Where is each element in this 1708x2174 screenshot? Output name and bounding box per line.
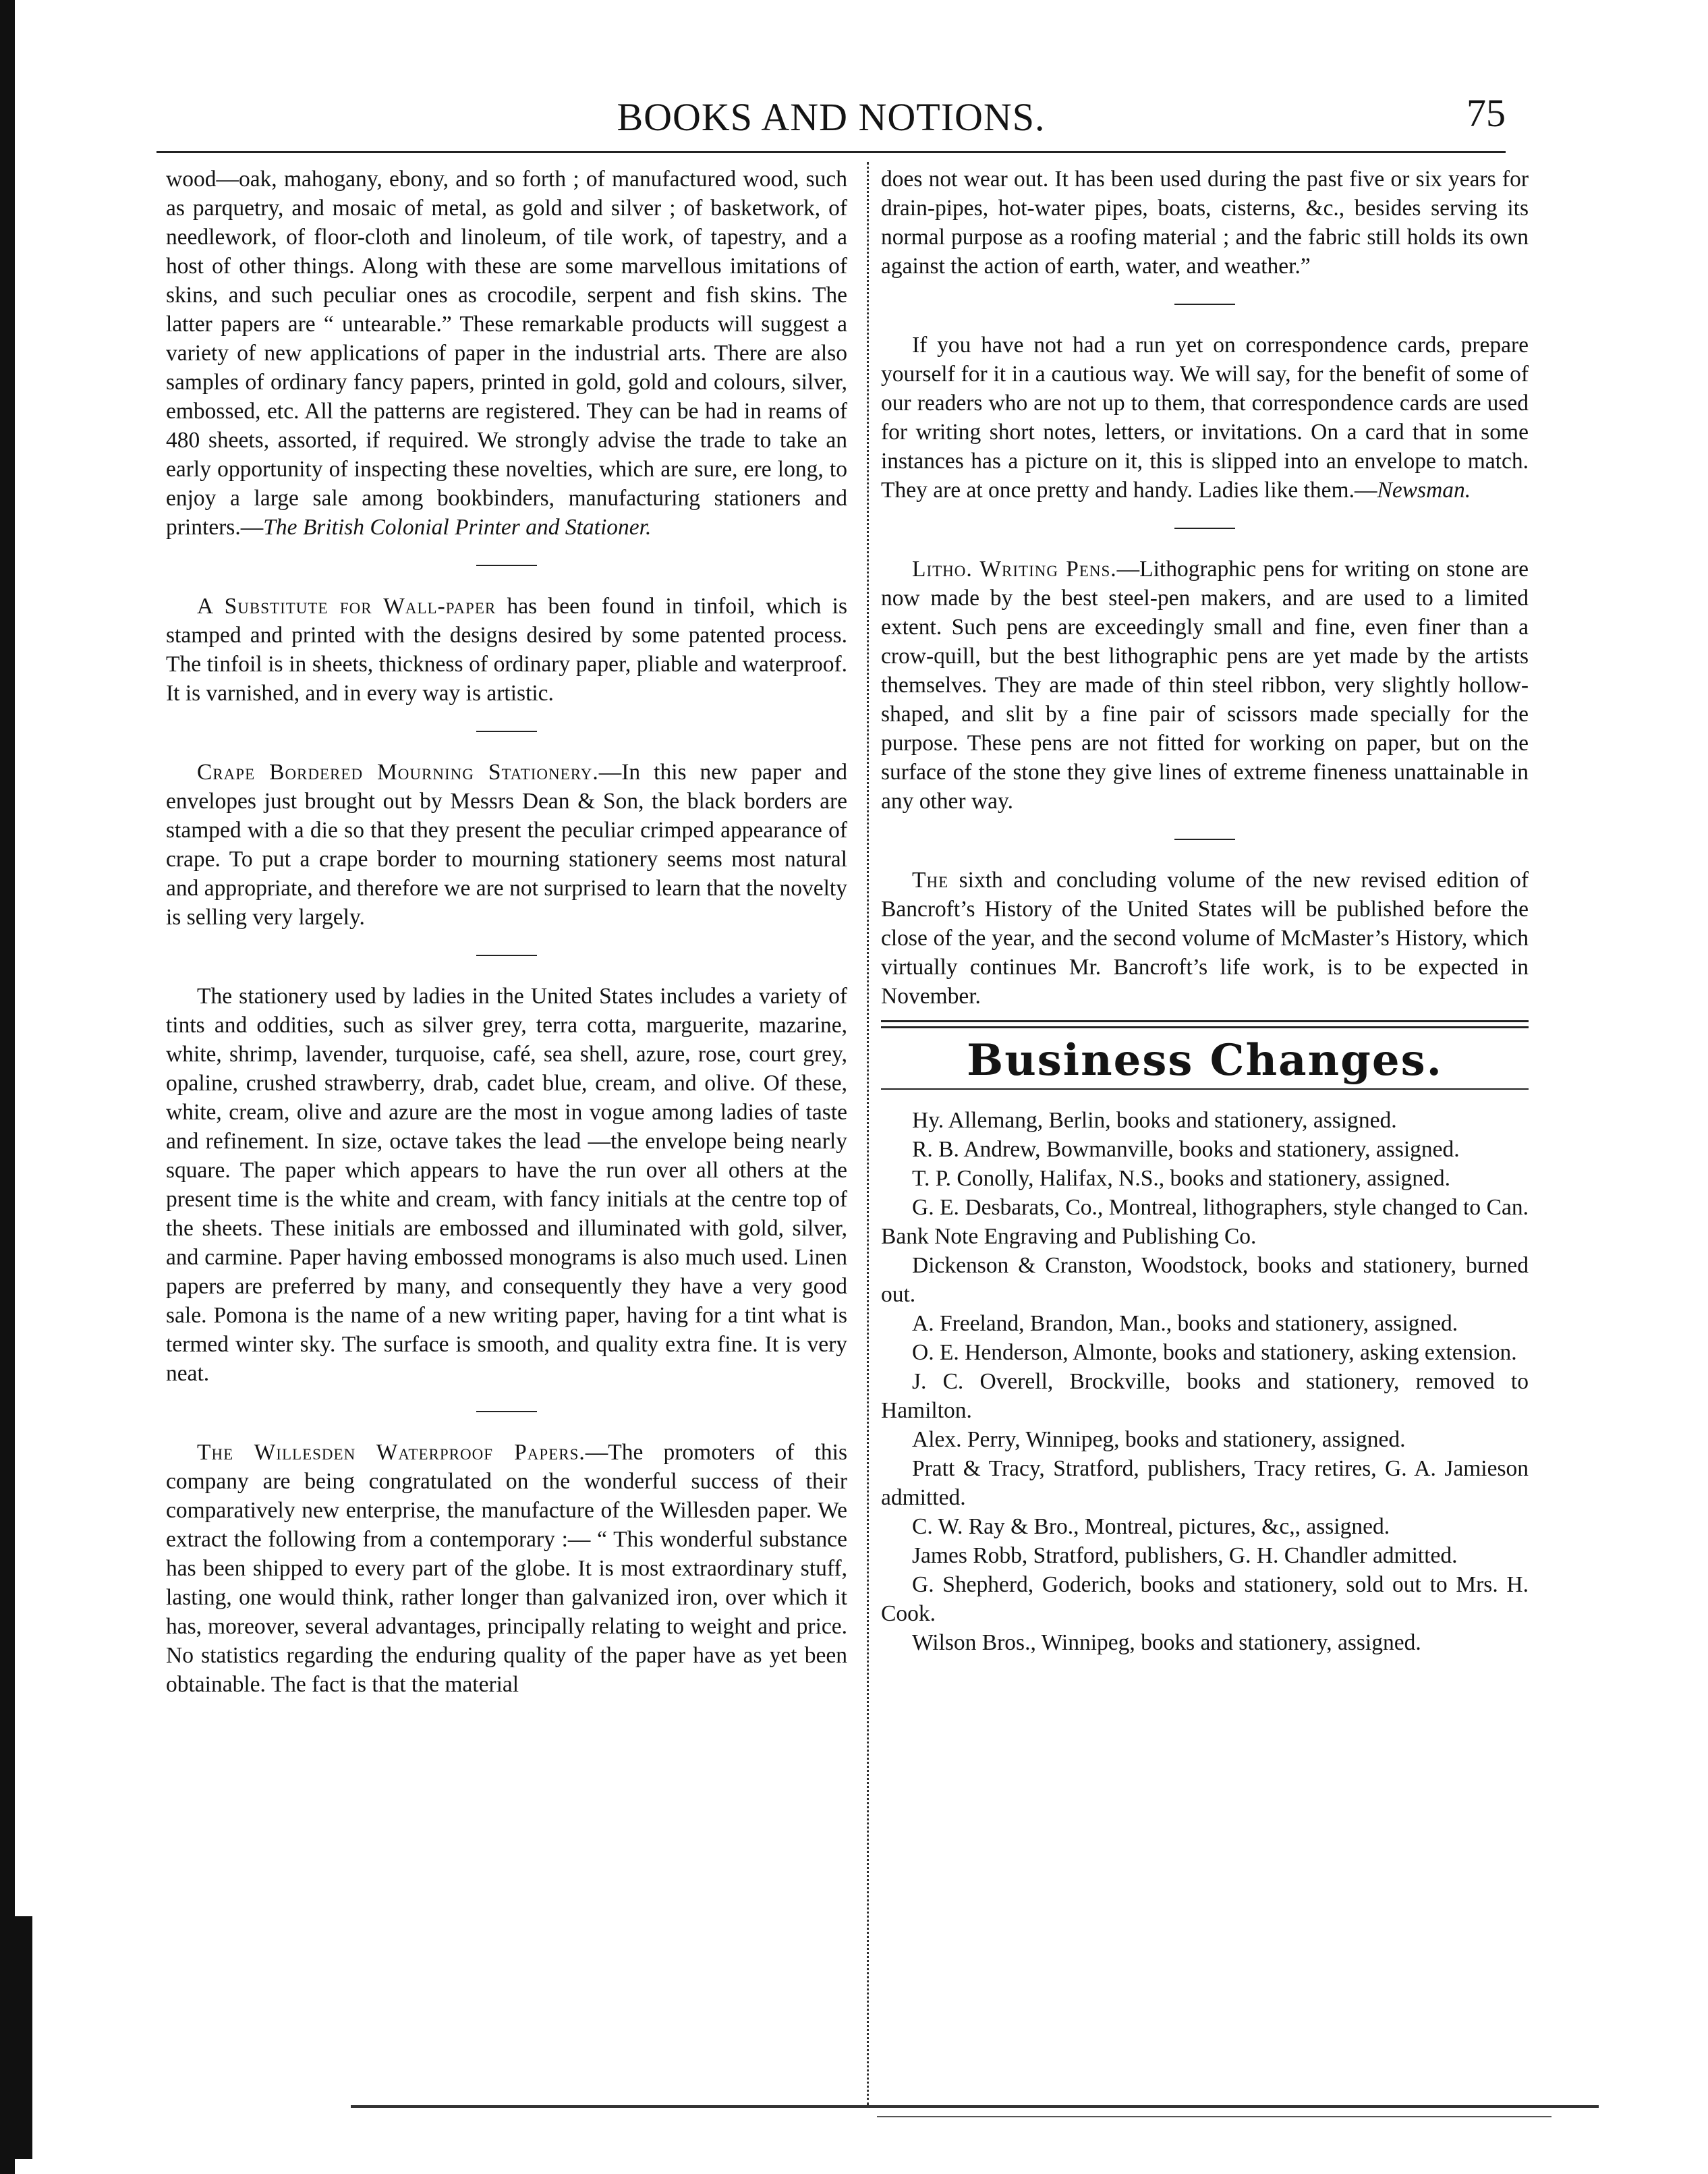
business-change-entry: James Robb, Stratford, publishers, G. H. Chandler admitted.	[912, 1543, 1458, 1568]
article-litho-pens	[881, 555, 1529, 816]
running-title: BOOKS AND NOTIONS.	[617, 95, 1046, 139]
article-lead: Litho. Writing Pens.	[912, 557, 1117, 582]
business-change-entry: Dickenson & Cranston, Woodstock, books and stationery, burned out.	[881, 1253, 1529, 1307]
article-ladies-stationery	[166, 982, 847, 1388]
separator	[1174, 839, 1235, 840]
business-change-entry: Hy. Allemang, Berlin, books and stationery, assigned.	[912, 1108, 1397, 1133]
article-text: sixth and concluding volume of the new revised edition of Bancroft’s History of the United States will be published before the close of the year, and the second volume of McMaster’s History, which virtually continues Mr. Bancroft’s life work, is to be expected in November.	[881, 868, 1529, 1009]
article-lead: The	[912, 868, 949, 893]
article-text: —Lithographic pens for writing on stone are now made by the best steel-pen makers, and are used to a limited extent. Such pens are exceedingly small and fine, even finer than a crow-quill, but the best lithographic pens are yet made by the artists themselves. They are made of thin steel ribbon, very slightly hollow-shaped, and slit by a fine pair of scissors made specially for the purpose. These pens are not fitted for working on paper, but on the surface of the stone they give lines of extreme fineness unattainable in any other way.	[881, 557, 1529, 814]
page-number: 75	[1467, 91, 1506, 135]
footer-rule-secondary	[877, 2116, 1552, 2117]
article-source: The British Colonial Printer and Stationer.	[263, 515, 652, 540]
article-bancroft-history	[881, 866, 1529, 1011]
business-change-entry: J. C. Overell, Brockville, books and stationery, removed to Hamilton.	[881, 1369, 1529, 1423]
business-change-entry: Alex. Perry, Winnipeg, books and stationery, assigned.	[912, 1427, 1406, 1452]
business-change-entry: Pratt & Tracy, Stratford, publishers, Tracy retires, G. A. Jamieson admitted.	[881, 1456, 1529, 1510]
separator	[1174, 304, 1235, 305]
column-divider	[867, 162, 870, 2105]
right-column	[881, 165, 1529, 1657]
separator	[1174, 528, 1235, 529]
business-change-entry: G. Shepherd, Goderich, books and stationery, sold out to Mrs. H. Cook.	[881, 1572, 1529, 1626]
article-willesden-papers	[166, 1438, 847, 1699]
business-change-entry: T. P. Conolly, Halifax, N.S., books and stationery, assigned.	[912, 1166, 1451, 1191]
binding-edge	[0, 0, 15, 2174]
article-lead: Crape Bordered Mourning Stationery.	[197, 760, 599, 785]
business-changes-heading: Business Changes.	[967, 1035, 1443, 1086]
article-lead: A Substitute for Wall-paper	[197, 594, 496, 619]
heading-rule	[881, 1088, 1529, 1090]
separator	[476, 1411, 537, 1412]
article-text: —In this new paper and envelopes just brought out by Messrs Dean & Son, the black borders are stamped with a die so that they present the peculiar crimped appearance of crape. To put a crape border to mourning stationery seems most natural and appropriate, and therefore we are not surprised to learn that the novelty is selling very largely.	[166, 760, 848, 930]
business-change-entry: G. E. Desbarats, Co., Montreal, lithographers, style changed to Can. Bank Note Engraving and Publishing Co.	[881, 1195, 1529, 1249]
binding-edge-cap	[0, 1916, 32, 2159]
article-correspondence-cards	[881, 331, 1529, 505]
article-lead: The Willesden Waterproof Papers.	[197, 1440, 586, 1465]
article-paper-novelties	[166, 165, 847, 542]
separator	[476, 955, 537, 956]
article-text: wood—oak, mahogany, ebony, and so forth ; of manufactured wood, such as parquetry, and mosaic of metal, as gold and silver ; of basketwork, of needlework, of floor-cloth and linoleum, of tile work, of tapestry, and a host of other things. Along with these are some marvellous imitations of skins, and such peculiar ones as crocodile, serpent and fish skins. The latter papers are “ untearable.” These remarkable products will suggest a variety of new applications of paper in the industrial arts. There are also samples of ordinary fancy papers, printed in gold, gold and colours, silver, embossed, etc. All the patterns are registered. They can be had in reams of 480 sheets, assorted, if required. We strongly advise the trade to take an early opportunity of inspecting these novelties, which are sure, ere long, to enjoy a large sale among bookbinders, manufacturing stationers and printers.—	[166, 167, 847, 540]
page-header	[156, 88, 1506, 142]
article-text: has been found in tinfoil, which is stamped and printed with the designs desired by some patented process. The tinfoil is in sheets, thickness of ordinary paper, pliable and waterproof. It is varnished, and in every way is artistic.	[166, 594, 847, 706]
business-change-entry: Wilson Bros., Winnipeg, books and stationery, assigned.	[912, 1630, 1421, 1655]
business-change-entry: R. B. Andrew, Bowmanville, books and stationery, assigned.	[912, 1137, 1460, 1162]
section-double-rule	[881, 1020, 1529, 1028]
article-source: Newsman.	[1377, 478, 1471, 503]
business-change-entry: A. Freeland, Brandon, Man., books and stationery, assigned.	[912, 1311, 1458, 1336]
business-change-entry: O. E. Henderson, Almonte, books and stationery, asking extension.	[912, 1340, 1517, 1365]
business-changes-list	[881, 1106, 1529, 1657]
footer-rule	[351, 2105, 1599, 2108]
article-wallpaper-substitute	[166, 592, 847, 708]
separator	[476, 731, 537, 732]
separator	[476, 565, 537, 566]
business-change-entry: C. W. Ray & Bro., Montreal, pictures, &c,, assigned.	[912, 1514, 1390, 1539]
article-text: does not wear out. It has been used during the past five or six years for drain-pipes, hot-water pipes, boats, cisterns, &c., besides serving its normal purpose as a roofing material ; and the fabric still holds its own against the action of earth, water, and weather.”	[881, 167, 1529, 279]
article-willesden-continued	[881, 165, 1529, 281]
article-crape-stationery	[166, 758, 847, 932]
article-text: The stationery used by ladies in the United States includes a variety of tints and oddities, such as silver grey, terra cotta, marguerite, mazarine, white, shrimp, lavender, turquoise, café, sea shell, azure, rose, court grey, opaline, crushed strawberry, drab, cadet blue, cream, and olive. Of these, white, cream, olive and azure are the most in vogue among ladies of taste and refinement. In size, octave takes the lead —the envelope being nearly square. The paper which appears to have the run over all others at the present time is the white and cream, with fancy initials at the centre top of the sheets. These initials are embossed and illuminated with gold, silver, and carmine. Paper having embossed monograms is also much used. Linen papers are preferred by many, and consequently they have a very good sale. Pomona is the name of a new writing paper, having for a tint what is termed winter sky. The surface is smooth, and quality extra fine. It is very neat.	[166, 984, 847, 1386]
left-column	[166, 165, 847, 1699]
article-text: If you have not had a run yet on correspondence cards, prepare yourself for it in a cautious way. We will say, for the benefit of some of our readers who are not up to them, that correspondence cards are used for writing short notes, letters, or invitations. On a card that in some instances has a picture on it, this is slipped into an envelope to match. They are at once pretty and handy. Ladies like them.—	[881, 333, 1529, 503]
header-rule	[156, 151, 1506, 153]
article-text: —The promoters of this company are being congratulated on the wonderful success of their comparatively new enterprise, the manufacture of the Willesden paper. We extract the following from a contemporary :— “ This wonderful substance has been shipped to every part of the globe. It is most extraordinary stuff, lasting, one would think, rather longer than galvanized iron, over which it has, moreover, several advantages, principally relating to weight and price. No statistics regarding the enduring quality of the paper have as yet been obtainable. The fact is that the material	[166, 1440, 847, 1697]
